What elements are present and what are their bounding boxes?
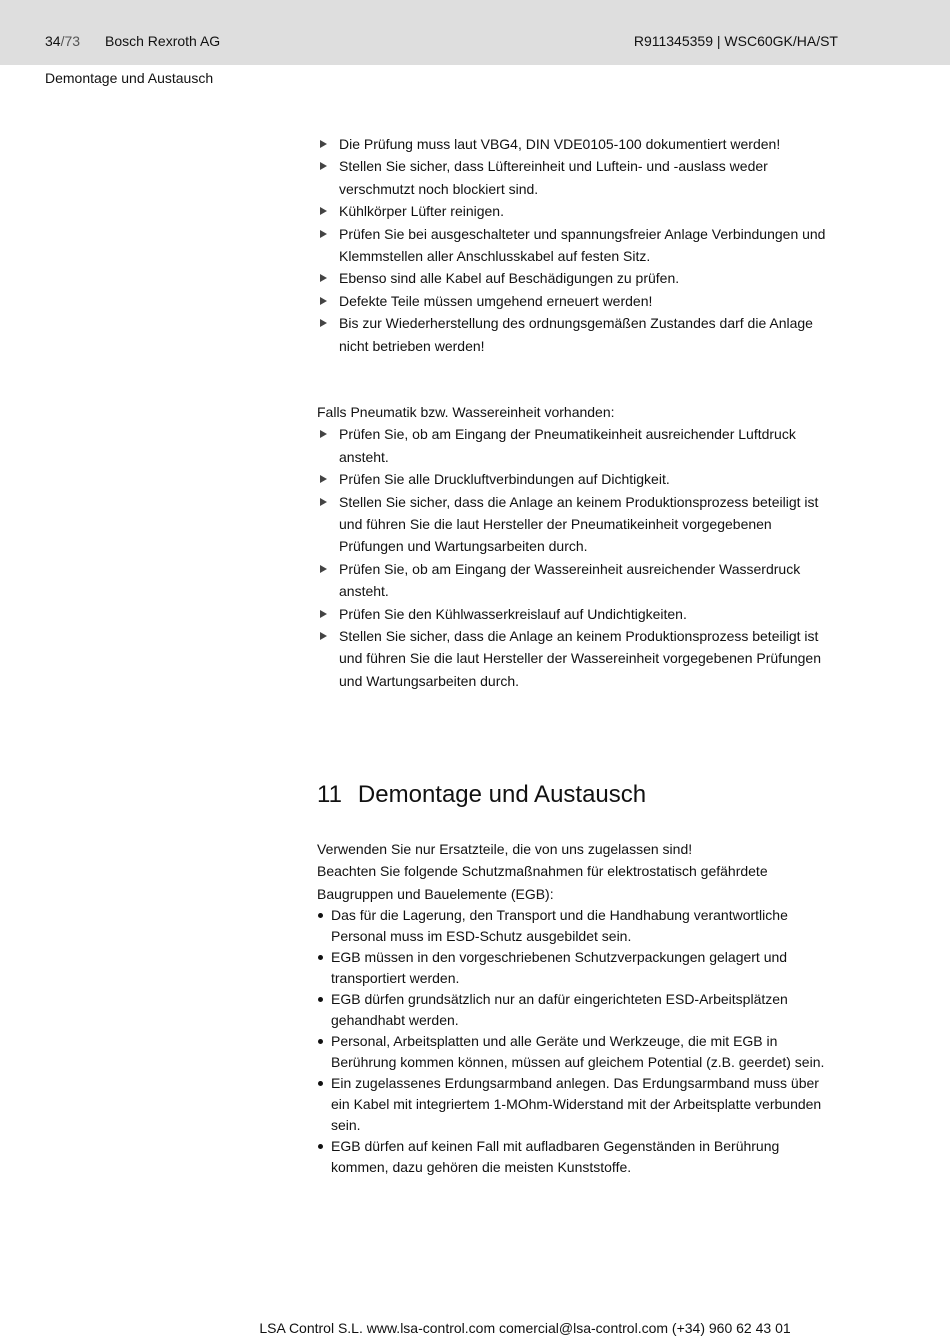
section-title-text: Demontage und Austausch xyxy=(357,781,647,808)
esd-instructions xyxy=(317,838,837,1178)
bullet-item: Das für die Lagerung, den Transport und die Handhabung verantwortliche Personal muss im ESD-Schutz ausgebildet sein. xyxy=(317,905,837,947)
bullet-item: Ein zugelassenes Erdungsarmband anlegen. Das Erdungsarmband muss über ein Kabel mit integriertem 1-MOhm-Widerstand mit der Arbeitsplatte verbunden sein. xyxy=(317,1073,837,1136)
section-number: 11 xyxy=(317,781,342,808)
checklist-item: Stellen Sie sicher, dass Lüftereinheit und Luftein- und -auslass weder verschmutzt noch blockiert sind. xyxy=(317,155,837,200)
bullet-item: EGB müssen in den vorgeschriebenen Schutzverpackungen gelagert und transportiert werden. xyxy=(317,947,837,989)
checklist-intro: Falls Pneumatik bzw. Wassereinheit vorhanden: xyxy=(317,404,615,420)
running-section-title: Demontage und Austausch xyxy=(45,70,214,86)
paragraph: Verwenden Sie nur Ersatzteile, die von uns zugelassen sind! xyxy=(317,841,693,857)
checklist-item: Prüfen Sie alle Druckluftverbindungen auf Dichtigkeit. xyxy=(317,468,837,490)
company-name: Bosch Rexroth AG xyxy=(105,33,221,49)
page-number xyxy=(45,33,80,49)
checklist-item: Prüfen Sie den Kühlwasserkreislauf auf Undichtigkeiten. xyxy=(317,603,837,625)
checklist-item: Ebenso sind alle Kabel auf Beschädigungen zu prüfen. xyxy=(317,267,837,289)
bullet-item: Personal, Arbeitsplatten und alle Geräte und Werkzeuge, die mit EGB in Berührung kommen können, müssen auf gleichem Potential (z.B. geerdet) sein. xyxy=(317,1031,837,1073)
checklist-item: Stellen Sie sicher, dass die Anlage an keinem Produktionsprozess beteiligt ist und führen Sie die laut Hersteller der Wassereinheit vorgegebenen Prüfungen und Wartungsarbeiten durch. xyxy=(317,625,837,692)
page-current: 34 xyxy=(45,33,61,49)
checklist-item: Kühlkörper Lüfter reinigen. xyxy=(317,200,837,222)
section-heading xyxy=(317,780,646,810)
page-total: /73 xyxy=(60,33,81,49)
checklist-item: Prüfen Sie, ob am Eingang der Wassereinheit ausreichender Wasserdruck ansteht. xyxy=(317,558,837,603)
bullet-item: EGB dürfen grundsätzlich nur an dafür eingerichteten ESD-Arbeitsplätzen gehandhabt werden. xyxy=(317,989,837,1031)
pneumatic-water-checklist xyxy=(317,401,837,692)
checklist-item: Prüfen Sie, ob am Eingang der Pneumatikeinheit ausreichender Luftdruck ansteht. xyxy=(317,423,837,468)
maintenance-checklist xyxy=(317,133,837,357)
checklist-item: Stellen Sie sicher, dass die Anlage an keinem Produktionsprozess beteiligt ist und führen Sie die laut Hersteller der Pneumatikeinheit vorgegebenen Prüfungen und Wartungsarbeiten durch. xyxy=(317,491,837,558)
checklist-item: Bis zur Wiederherstellung des ordnungsgemäßen Zustandes darf die Anlage nicht betrieben werden! xyxy=(317,312,837,357)
document-id: R911345359 | WSC60GK/HA/ST xyxy=(633,33,838,49)
paragraph: Beachten Sie folgende Schutzmaßnahmen für elektrostatisch gefährdete Baugruppen und Bauelemente (EGB): xyxy=(317,863,768,902)
bullet-item: EGB dürfen auf keinen Fall mit aufladbaren Gegenständen in Berührung kommen, dazu gehören die meisten Kunststoffe. xyxy=(317,1136,837,1178)
checklist-item: Die Prüfung muss laut VBG4, DIN VDE0105-100 dokumentiert werden! xyxy=(317,133,837,155)
checklist-item: Prüfen Sie bei ausgeschalteter und spannungsfreier Anlage Verbindungen und Klemmstellen aller Anschlusskabel auf festen Sitz. xyxy=(317,223,837,268)
checklist-item: Defekte Teile müssen umgehend erneuert werden! xyxy=(317,290,837,312)
page-footer: LSA Control S.L. www.lsa-control.com comercial@lsa-control.com (+34) 960 62 43 01 xyxy=(259,1320,791,1336)
